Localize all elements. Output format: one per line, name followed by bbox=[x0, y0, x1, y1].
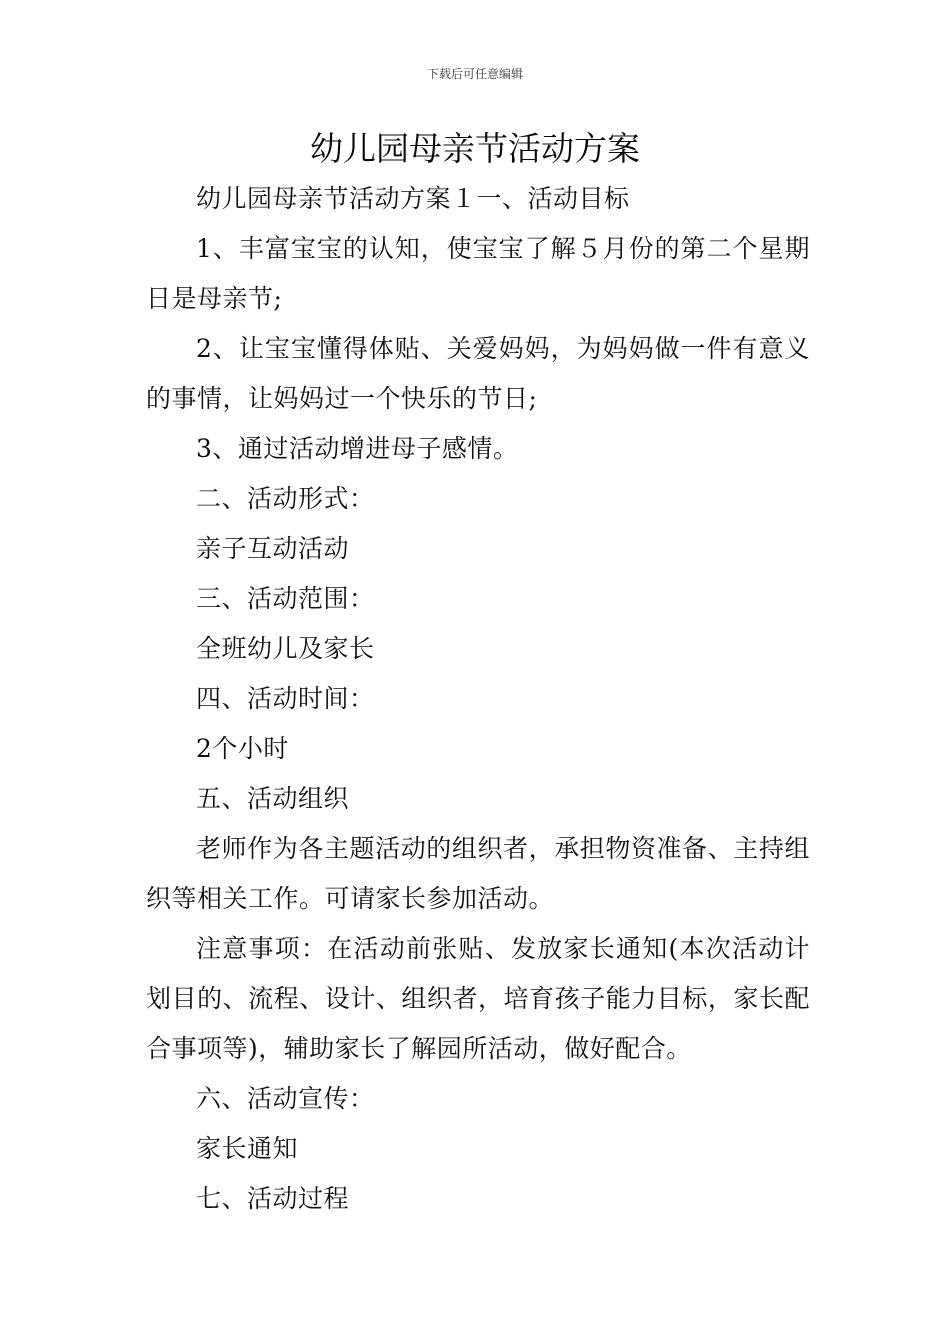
paragraph-scope: 全班幼儿及家长 bbox=[196, 634, 375, 663]
paragraph-goal-2: 2、让宝宝懂得体贴、关爱妈妈，为妈妈做一件有意义的事情，让妈妈过一个快乐的节日; bbox=[146, 334, 810, 413]
paragraph-organization: 老师作为各主题活动的组织者，承担物资准备、主持组织等相关工作。可请家长参加活动。 bbox=[146, 834, 810, 913]
paragraph-form: 亲子互动活动 bbox=[196, 534, 350, 563]
paragraph-goal-1: 1、丰富宝宝的认知，使宝宝了解５月份的第二个星期日是母亲节; bbox=[146, 234, 810, 313]
section-heading-scope: 三、活动范围： bbox=[196, 584, 375, 613]
paragraph-notes: 注意事项：在活动前张贴、发放家长通知(本次活动计划目的、流程、设计、组织者，培育孩子能力目标，家长配合事项等)，辅助家长了解园所活动，做好配合。 bbox=[146, 934, 810, 1063]
section-heading-organization: 五、活动组织 bbox=[196, 784, 350, 813]
paragraph-time: 2个小时 bbox=[196, 734, 289, 763]
document-body bbox=[146, 174, 810, 1224]
document-title: 幼儿园母亲节活动方案 bbox=[310, 129, 640, 168]
section-heading-time: 四、活动时间： bbox=[196, 684, 375, 713]
section-heading-form: 二、活动形式： bbox=[196, 484, 375, 513]
paragraph-goal-3: 3、通过活动增进母子感情。 bbox=[196, 434, 519, 463]
header-note: 下载后可任意编辑 bbox=[426, 67, 523, 81]
paragraph-publicity: 家长通知 bbox=[196, 1134, 299, 1163]
section-heading-process: 七、活动过程 bbox=[196, 1184, 350, 1213]
section-heading-publicity: 六、活动宣传： bbox=[196, 1084, 375, 1113]
paragraph-intro: 幼儿园母亲节活动方案１一、活动目标 bbox=[196, 184, 630, 213]
